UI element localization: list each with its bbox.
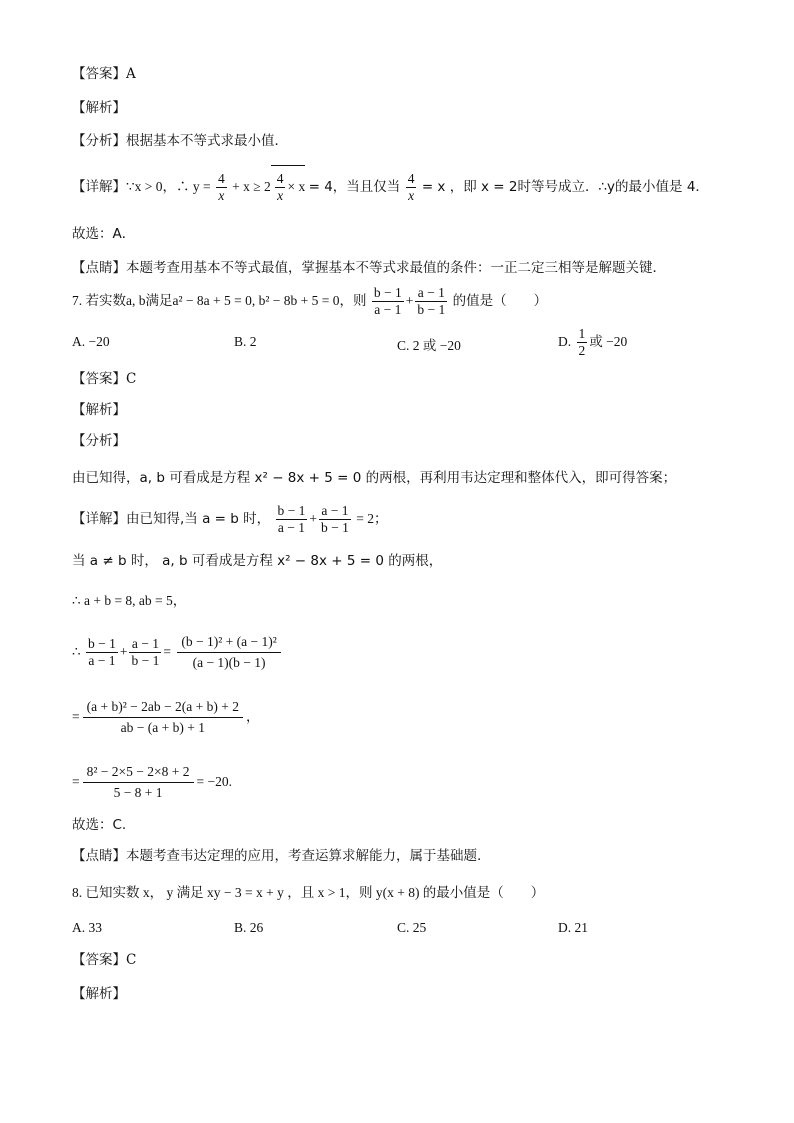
q7-stem: 7. 若实数a, b满足a² − 8a + 5 = 0, b² − 8b + 5 = 0，则 $\frac{b - 1}{a - 1}$ + $\frac{a - 1}{b - 1}$ 的值是（ ）: [72, 285, 548, 318]
answer-tag: 【答案】: [72, 66, 126, 82]
q6-fenxi-line: [72, 131, 288, 151]
detail-pre: ∵x > 0，∴ y =: [126, 179, 211, 194]
fenxi-tag: 【分析】: [72, 133, 126, 149]
comment-text: 本题考查韦达定理的应用，考查运算求解能力，属于基础题.: [126, 848, 482, 864]
q6-comment-line: [72, 258, 666, 278]
q7-fenxi-tag: 【分析】: [72, 433, 126, 449]
fraction: $\frac{b - 1}{a - 1}$: [277, 503, 306, 536]
fraction: $\frac{a - 1}{b - 1}$: [321, 503, 349, 536]
answer-tag: 【答案】: [72, 952, 126, 968]
q7-step2: = $\frac{\text{(a + b)² − 2ab − 2(a + b) + 2}}{ab - (a + b) + 1}$ ，: [72, 695, 259, 739]
fraction: $\frac{b - 1}{a - 1}$: [373, 285, 402, 318]
detail-tail: = x ，即 x = 2时等号成立．∴y的最小值是 4．: [421, 179, 709, 195]
q7-comment-line: [72, 846, 481, 866]
fraction: $\frac{\text{(a + b)² − 2ab − 2(a + b) + 2}}{ab - (a + b) + 1}$: [83, 697, 243, 738]
fenxi-text: 根据基本不等式求最小值．: [126, 133, 288, 149]
q8-option-b: B. 26: [234, 920, 264, 935]
q7-detail-line: 【详解】由已知得,当 a = b 时， $\frac{b - 1}{a - 1}$ + $\frac{a - 1}{b - 1}$ = 2；: [72, 503, 388, 536]
q7-analysis-tag: 【解析】: [72, 402, 126, 418]
q7-answer-line: [72, 369, 136, 389]
q6-analysis-tag: 【解析】: [72, 100, 126, 116]
detail-tag: 【详解】: [72, 511, 126, 527]
q7-case2: 当 a ≠ b 时， a, b 可看成是方程 x² − 8x + 5 = 0 的两根，: [72, 553, 443, 569]
detail-eq: = 4，当且仅当: [308, 179, 401, 195]
q7-option-b: B. 2: [234, 334, 257, 349]
fraction: $\frac{a - 1}{b - 1}$: [417, 285, 446, 318]
q7-option-c: C. 2 或 −20: [397, 338, 461, 353]
detail-mid: + x ≥ 2: [232, 179, 271, 194]
q8-stem: 8. 已知实数 x， y 满足 xy − 3 = x + y ，且 x > 1，则 y(x + 8) 的最小值是（ ）: [72, 885, 545, 900]
answer-value: A: [126, 66, 136, 82]
comment-tag: 【点睛】: [72, 848, 126, 864]
q6-choose: 故选：A．: [72, 226, 136, 242]
q6-answer-line: [72, 64, 136, 84]
q7-step1: ∴ $\frac{b - 1}{a - 1}$ + $\frac{a - 1}{b - 1}$ = $\frac{\text{(b − 1)² + (a − 1)²}}{(a - 1)(b - 1)}$: [72, 632, 284, 673]
q8-answer-line: [72, 950, 136, 970]
q8-option-c: C. 25: [397, 920, 427, 935]
fraction: $\frac{4}{x}$: [217, 171, 225, 204]
fraction: $\frac{4}{x}$: [407, 171, 415, 204]
q7-option-d: D. $\frac{1}{2}$ 或 −20: [558, 326, 628, 359]
q7-choose: 故选：C.: [72, 817, 127, 833]
q8-option-d: D. 21: [558, 920, 588, 935]
fraction: $\frac{\text{8² − 2×5 − 2×8 + 2}}{5 - 8 + 1}$: [83, 762, 194, 803]
q7-stem-post: 的值是（ ）: [452, 293, 548, 309]
fraction: $\frac{b - 1}{a - 1}$: [87, 636, 116, 669]
q8-option-a: A. 33: [72, 920, 102, 935]
comment-tag: 【点睛】: [72, 260, 126, 276]
fraction: $\frac{1}{2}$: [578, 326, 586, 359]
fraction: $\frac{a - 1}{b - 1}$: [131, 636, 160, 669]
q7-step3: = $\frac{\text{8² − 2×5 − 2×8 + 2}}{5 - 8 + 1}$ = −20.: [72, 760, 232, 804]
sqrt: $\frac{4}{x}$ × x: [271, 165, 306, 208]
answer-value: C: [126, 371, 137, 387]
detail-tag: 【详解】: [72, 179, 126, 195]
q7-vieta: ∴ a + b = 8, ab = 5，: [72, 593, 187, 608]
comment-text: 本题考查用基本不等式最值，掌握基本不等式求最值的条件：一正二定三相等是解题关键．: [126, 260, 666, 276]
q6-detail-line: [72, 165, 709, 208]
q7-option-a: A. −20: [72, 334, 110, 349]
q8-analysis-tag: 【解析】: [72, 986, 126, 1002]
q7-stem-pre: 7. 若实数a, b满足a² − 8a + 5 = 0, b² − 8b + 5 = 0，则: [72, 293, 367, 308]
fraction: $\frac{\text{(b − 1)² + (a − 1)²}}{(a - 1)(b - 1)}$: [177, 632, 280, 673]
answer-value: C: [126, 952, 137, 968]
q7-fenxi-text: 由已知得，a, b 可看成是方程 x² − 8x + 5 = 0 的两根，再利用韦达定理和整体代入，即可得答案；: [72, 470, 677, 486]
answer-tag: 【答案】: [72, 371, 126, 387]
